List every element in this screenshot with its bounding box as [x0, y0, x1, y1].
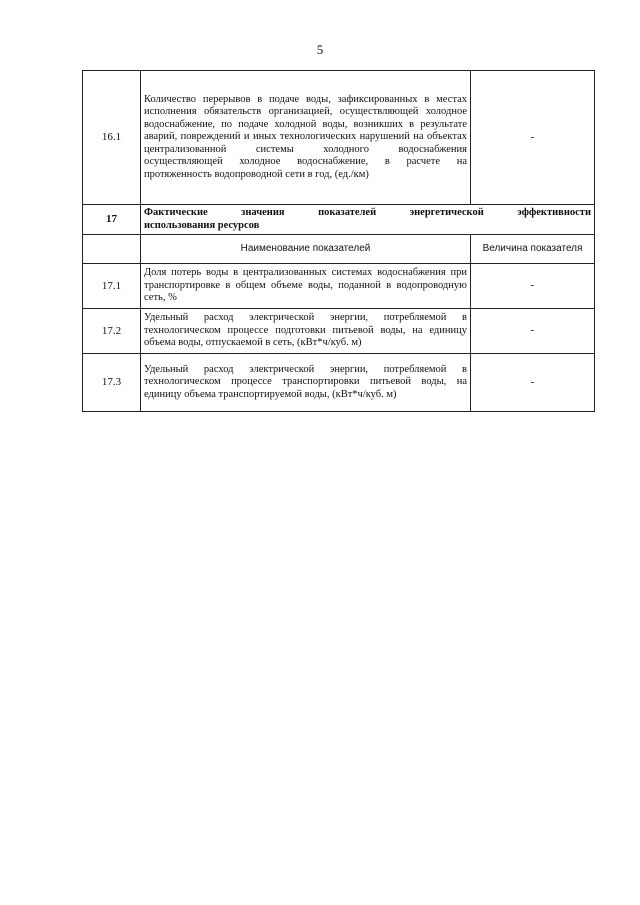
indicator-name: Количество перерывов в подаче воды, зафиксированных в местах исполнения обязательств организацией, осуществляющей холодное водоснабжение, по подаче холодной воды, возникших в результате аварий, повреждений и иных технологических нарушений на объектах централизованной системы холодного водоснабжения осуществляющей холодное водоснабжение, в расчете на протяженность водопроводной сети в год, (ед./км)	[141, 71, 471, 205]
page-number: 5	[316, 42, 324, 57]
indicator-value	[471, 354, 595, 412]
section-row-17	[83, 205, 595, 235]
section-number: 17	[83, 205, 141, 235]
value-dash: -	[530, 279, 535, 292]
header-empty-cell	[83, 235, 141, 264]
table-row-17-3	[83, 354, 595, 412]
table-row-17-1	[83, 264, 595, 309]
table-row-16-1	[83, 71, 595, 205]
section-title	[141, 205, 595, 235]
row-number: 16.1	[83, 71, 141, 205]
indicator-name: Удельный расход электрической энергии, потребляемой в технологическом процессе транспортировки питьевой воды, на единицу объема транспортируемой воды, (кВт*ч/куб. м)	[141, 354, 471, 412]
value-dash: -	[530, 324, 535, 337]
value-dash: -	[530, 375, 535, 388]
value-dash: -	[530, 130, 535, 143]
indicator-name: Удельный расход электрической энергии, потребляемой в технологическом процессе подготовки питьевой воды, на единицу объема воды, отпускаемой в сеть, (кВт*ч/куб. м)	[141, 309, 471, 354]
section-title-line1: Фактические значения показателей энергетической эффективности	[144, 207, 591, 219]
row-number: 17.3	[83, 354, 141, 412]
header-indicator-value: Величина показателя	[471, 235, 595, 264]
table-row-17-2	[83, 309, 595, 354]
indicators-table	[82, 70, 595, 412]
section-title-line2: использования ресурсов	[144, 219, 260, 231]
indicator-name: Доля потерь воды в централизованных системах водоснабжения при транспортировке в общем объеме воды, поданной в водопроводную сеть, %	[141, 264, 471, 309]
indicator-value	[471, 264, 595, 309]
header-indicator-name: Наименование показателей	[141, 235, 471, 264]
row-number: 17.2	[83, 309, 141, 354]
column-header-row	[83, 235, 595, 264]
indicator-value	[471, 309, 595, 354]
row-number: 17.1	[83, 264, 141, 309]
indicator-value	[471, 71, 595, 205]
